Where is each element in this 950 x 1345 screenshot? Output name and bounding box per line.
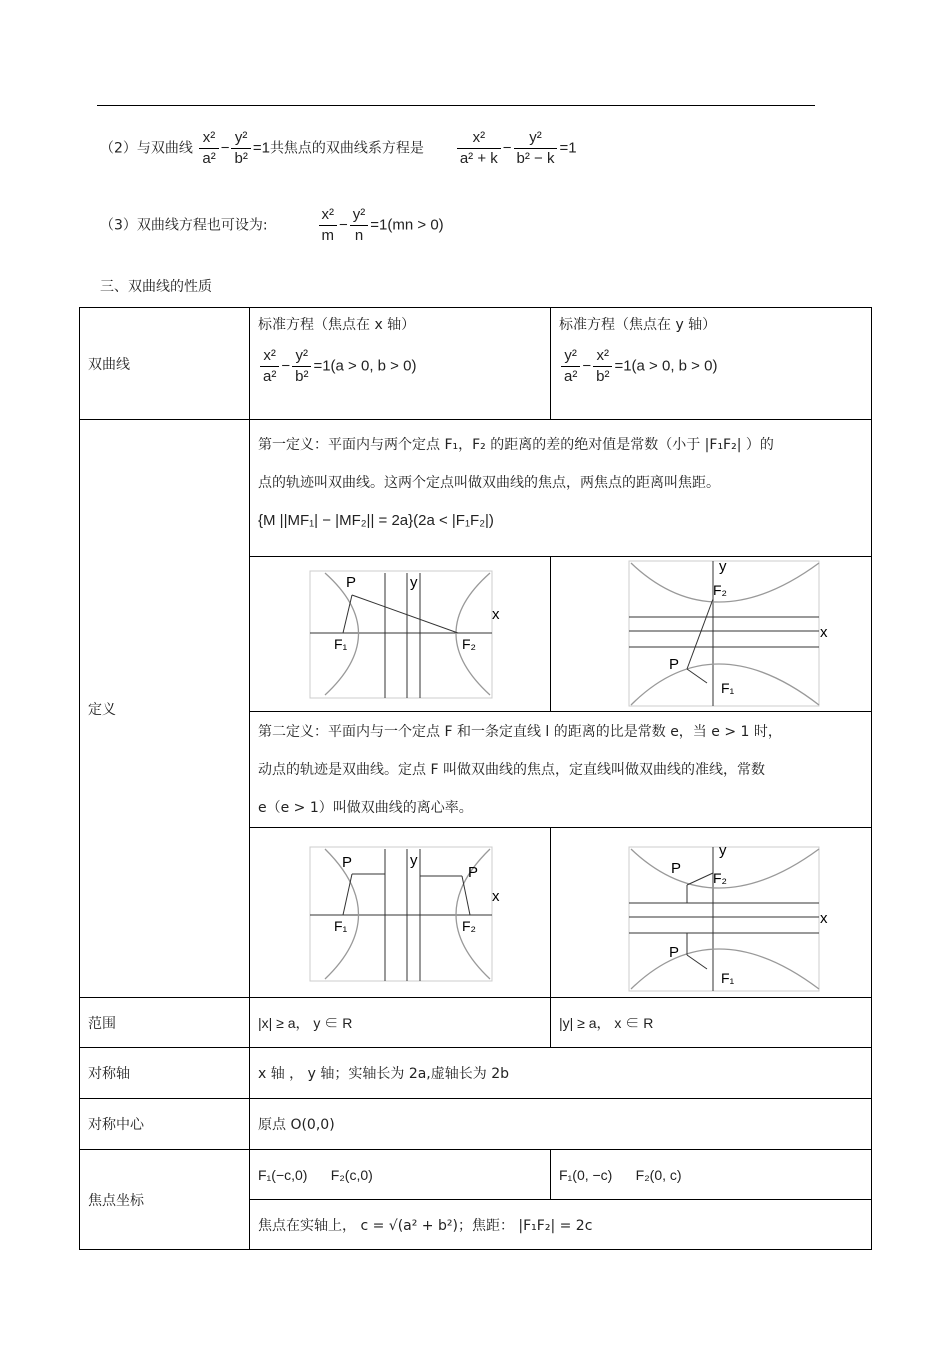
focus-note: 焦点在实轴上， c = √(a² + b²)；焦距： |F₁F₂| = 2c xyxy=(250,1200,872,1250)
section-title: 三、双曲线的性质 xyxy=(100,279,212,295)
item-2: （2）与双曲线 $\frac{\text{x²}}{\text{a²}}$ − $\frac{\text{y²}}{\text{b²}}$ =1共焦点的双曲线系方程是 $\frac{\text{x²}}{\text{a² + k}}$ − $\frac{\text{y²}}{\text{b² − k}}$ =1 xyxy=(100,129,577,167)
focus-y: F₁(0, −c) F₂(0, c) xyxy=(551,1150,872,1200)
svg-text:F₁: F₁ xyxy=(721,680,735,696)
svg-text:y: y xyxy=(410,851,418,869)
hyperbola-x-figure-2 xyxy=(300,843,500,983)
label-center: 对称中心 xyxy=(80,1099,250,1150)
std-eq-y-axis: 标准方程（焦点在 y 轴） $\frac{\text{y²}}{\text{a²}}$ − $\frac{\text{x²}}{\text{b²}}$ =1(a > 0, b > 0) xyxy=(551,308,872,420)
fig-def2-x xyxy=(250,828,551,998)
svg-text:F₁: F₁ xyxy=(721,969,735,986)
fig-def1-y xyxy=(551,557,872,712)
svg-text:P: P xyxy=(669,656,680,673)
std-eq-x-axis: 标准方程（焦点在 x 轴） $\frac{\text{x²}}{\text{a²}}$ − $\frac{\text{y²}}{\text{b²}}$ =1(a > 0, b > 0) xyxy=(250,308,551,420)
svg-text:y: y xyxy=(719,841,727,859)
fig-def2-y xyxy=(551,828,872,998)
center-text: 原点 O(0,0) xyxy=(250,1099,872,1150)
svg-text:F₂: F₂ xyxy=(462,917,476,934)
hyperbola-y-figure-1 xyxy=(601,558,828,707)
hyperbola-y-figure-2 xyxy=(601,833,828,993)
label-focus: 焦点坐标 xyxy=(80,1150,250,1250)
row-def1-text xyxy=(80,420,872,557)
svg-text:P: P xyxy=(669,943,680,961)
properties-table xyxy=(79,307,872,1250)
label-hyperbola: 双曲线 xyxy=(80,308,250,420)
frac-x2-a2k: $\frac{\text{x²}}{\text{a² + k}}$ xyxy=(457,128,501,169)
frac-y2-b2: $\frac{\text{y²}}{\text{b²}}$ xyxy=(231,128,250,169)
label-definition: 定义 xyxy=(80,420,250,998)
svg-text:y: y xyxy=(719,558,727,575)
definition-2: 第二定义：平面内与一个定点 F 和一条定直线 l 的距离的比是常数 e，当 e > 1 时， 动点的轨迹是双曲线。定点 F 叫做双曲线的焦点，定直线叫做双曲线的准线，常数 e（e > 1）叫做双曲线的离心率。 xyxy=(250,712,872,828)
axis-text: x 轴 ， y 轴；实轴长为 2a,虚轴长为 2b xyxy=(250,1048,872,1099)
svg-text:P: P xyxy=(346,574,357,591)
svg-text:y: y xyxy=(410,574,418,591)
svg-text:x: x xyxy=(820,909,828,927)
row-focus xyxy=(80,1150,872,1200)
range-y: |y| ≥ a， x ∈ R xyxy=(551,998,872,1048)
svg-text:F₂: F₂ xyxy=(713,869,727,886)
svg-text:F₁: F₁ xyxy=(334,636,348,652)
svg-text:F₂: F₂ xyxy=(462,636,476,652)
frac-x2-m: $\frac{\text{x²}}{m}$ xyxy=(319,205,338,246)
svg-text:x: x xyxy=(492,887,500,905)
frac-x2-a2: $\frac{\text{x²}}{\text{a²}}$ xyxy=(199,128,218,169)
label-range: 范围 xyxy=(80,998,250,1048)
item-2-prefix: （2）与双曲线 xyxy=(100,140,193,157)
label-axis: 对称轴 xyxy=(80,1048,250,1099)
item-3-prefix: （3）双曲线方程也可设为: xyxy=(100,217,268,234)
header-rule xyxy=(97,105,815,106)
hyperbola-x-figure-1 xyxy=(300,567,500,701)
frac-y2-n: $\frac{\text{y²}}{n}$ xyxy=(350,205,369,246)
fig-def1-x xyxy=(250,557,551,712)
item-2-middle: 共焦点的双曲线系方程是 xyxy=(269,140,424,157)
svg-text:x: x xyxy=(492,606,500,623)
svg-text:F₂: F₂ xyxy=(713,582,727,598)
range-x: |x| ≥ a， y ∈ R xyxy=(250,998,551,1048)
svg-text:P: P xyxy=(468,863,479,881)
item-3: （3）双曲线方程也可设为: $\frac{\text{x²}}{m}$ − $\frac{\text{y²}}{n}$ =1(mn > 0) xyxy=(100,206,444,244)
row-hyperbola xyxy=(80,308,872,420)
definition-1: 第一定义：平面内与两个定点 F₁，F₂ 的距离的差的绝对值是常数（小于 |F₁F₂| ）的 点的轨迹叫双曲线。这两个定点叫做双曲线的焦点，两焦点的距离叫焦距。 {M ||MF₁| − |MF₂|| = 2a}(2a < |F₁F₂|) xyxy=(250,420,872,557)
frac-y2-b2k: $\frac{\text{y²}}{\text{b² − k}}$ xyxy=(514,128,558,169)
row-range xyxy=(80,998,872,1048)
svg-text:P: P xyxy=(671,859,682,877)
focus-x: F₁(−c,0) F₂(c,0) xyxy=(250,1150,551,1200)
svg-text:F₁: F₁ xyxy=(334,917,348,934)
row-center xyxy=(80,1099,872,1150)
svg-text:x: x xyxy=(820,624,828,641)
row-axis xyxy=(80,1048,872,1099)
svg-text:P: P xyxy=(342,853,353,871)
